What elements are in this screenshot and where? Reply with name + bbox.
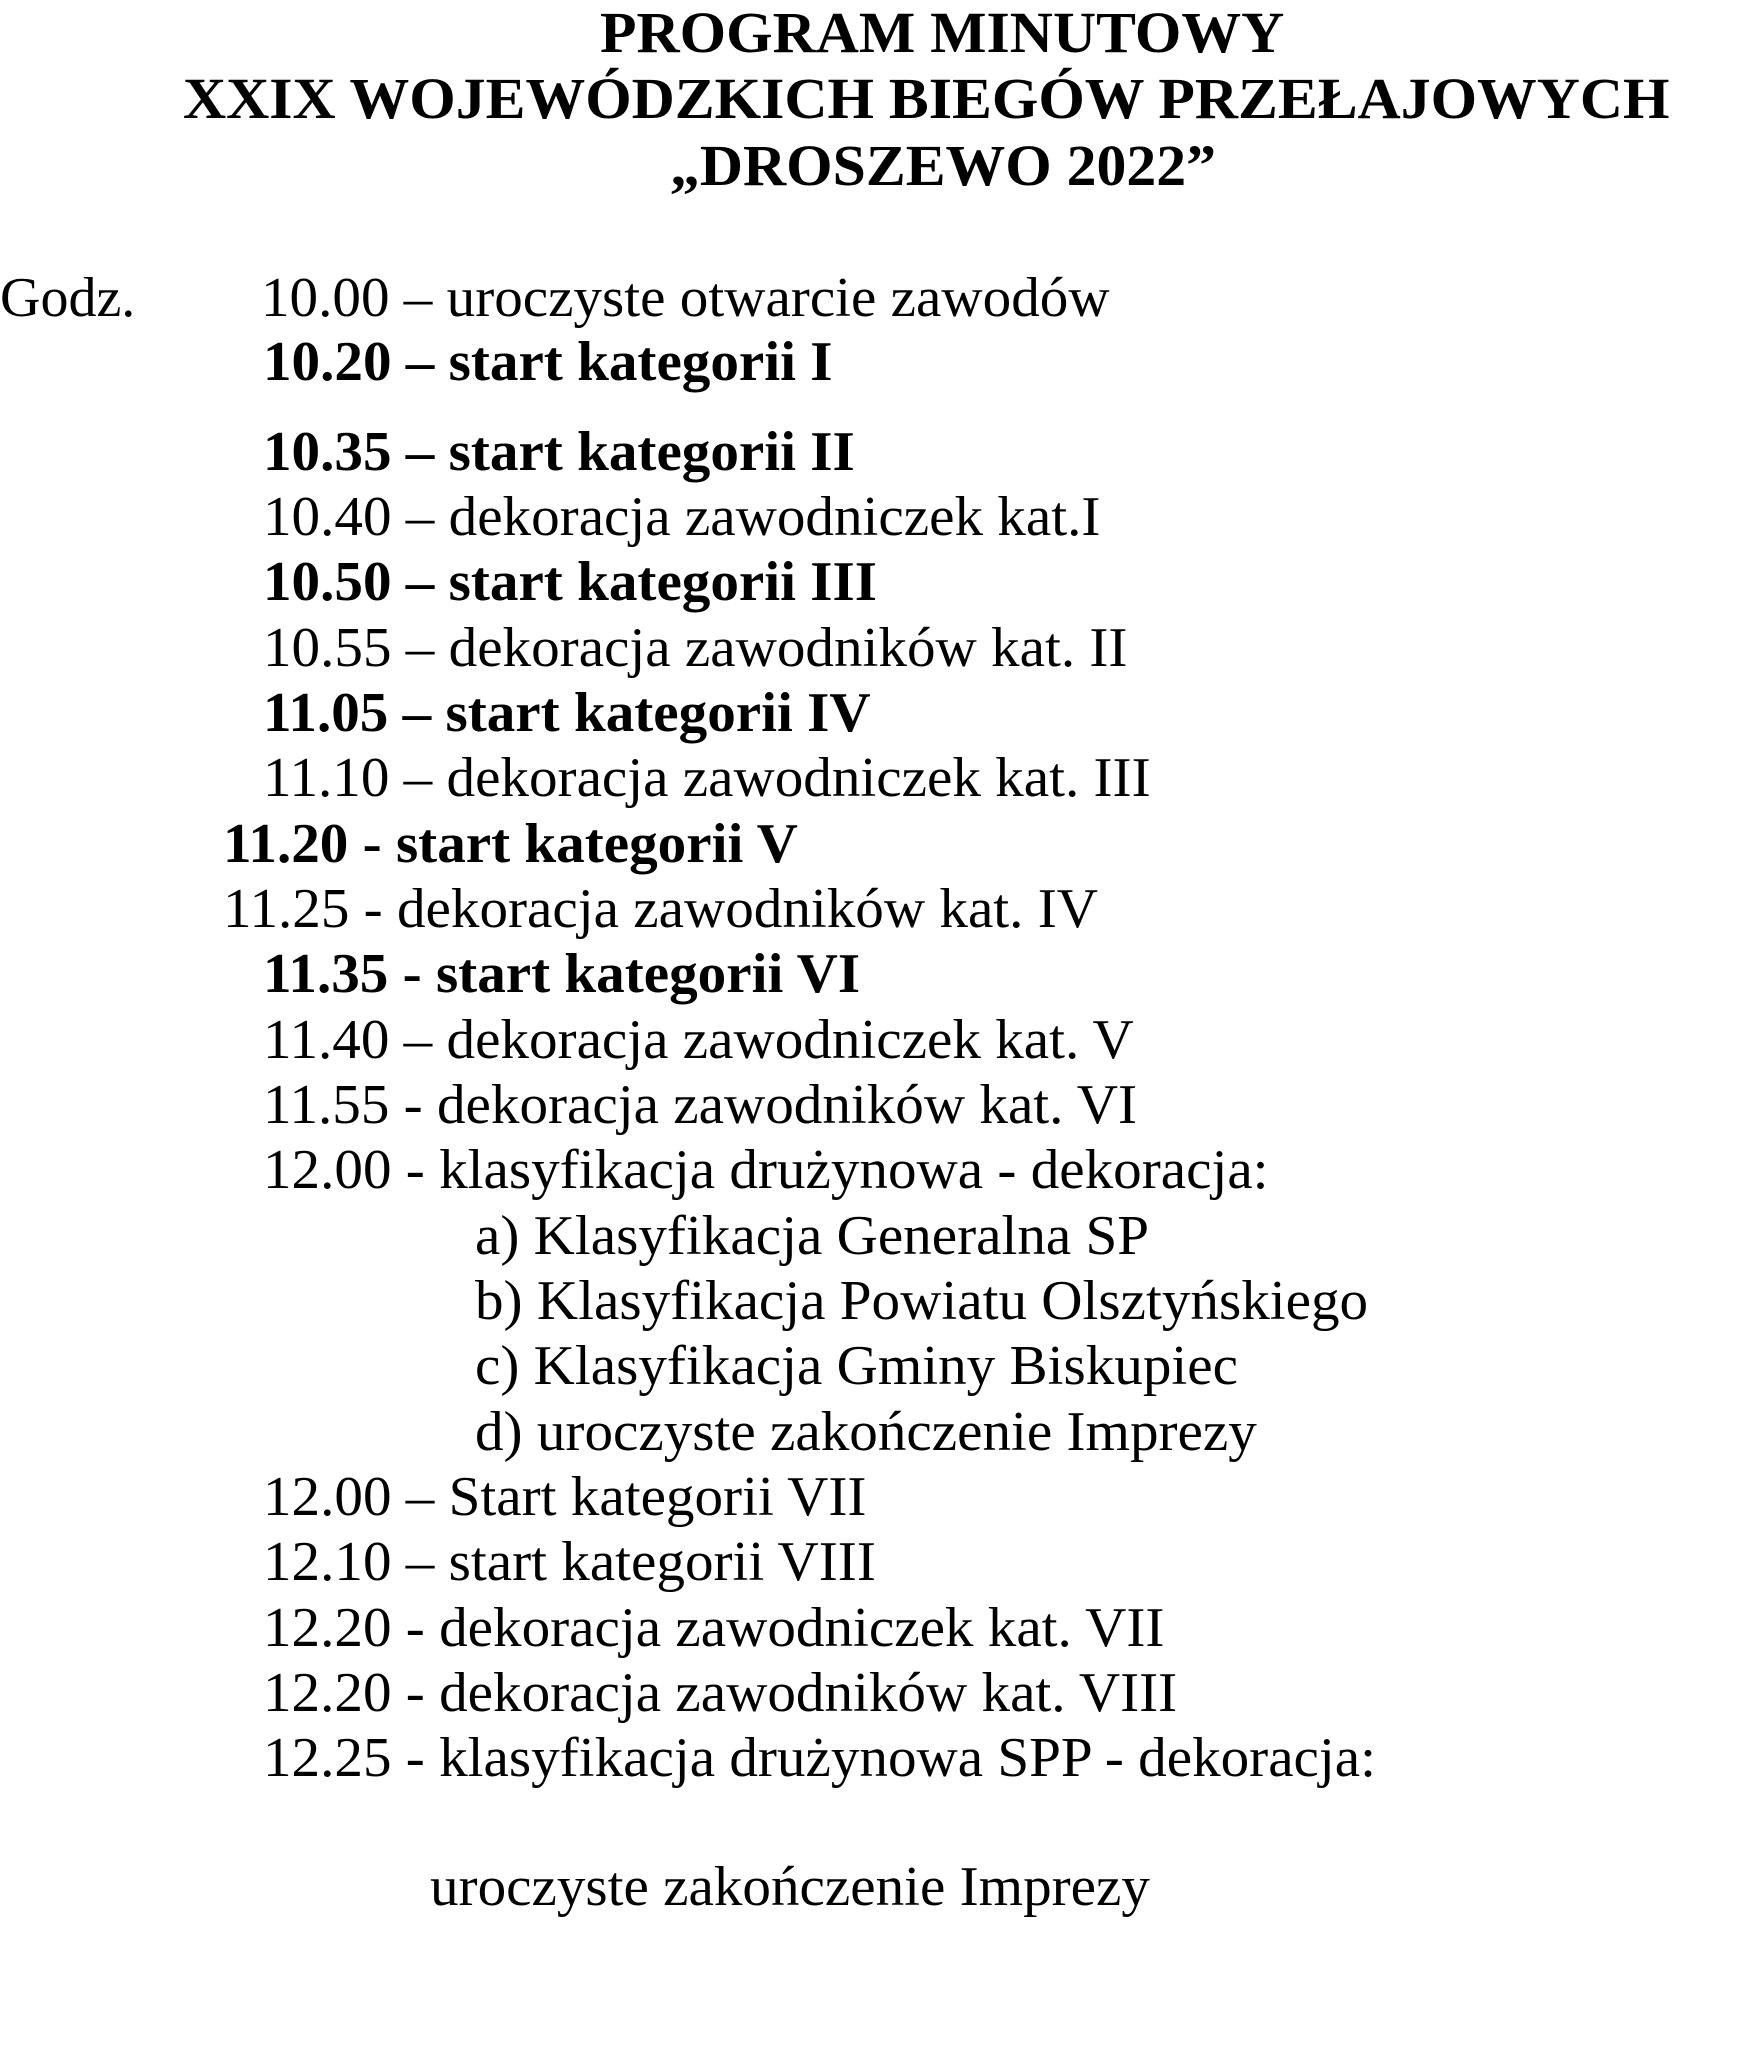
schedule-item: 10.50 – start kategorii III bbox=[263, 551, 877, 613]
schedule-item: 12.20 - dekoracja zawodników kat. VIII bbox=[263, 1662, 1178, 1724]
schedule-item: 12.20 - dekoracja zawodniczek kat. VII bbox=[263, 1597, 1165, 1659]
schedule-item: 12.00 – Start kategorii VII bbox=[263, 1466, 867, 1528]
schedule-item: 11.05 – start kategorii IV bbox=[263, 682, 871, 744]
schedule-item: 10.35 – start kategorii II bbox=[263, 421, 855, 483]
schedule-item: 10.20 – start kategorii I bbox=[263, 331, 833, 393]
schedule-item: 11.40 – dekoracja zawodniczek kat. V bbox=[263, 1009, 1134, 1071]
schedule-item: 12.00 - klasyfikacja drużynowa - dekoracja: bbox=[263, 1139, 1269, 1201]
schedule-item: 11.35 - start kategorii VI bbox=[263, 943, 861, 1005]
schedule-subitem: d) uroczyste zakończenie Imprezy bbox=[475, 1401, 1257, 1463]
schedule-item: 10.55 – dekoracja zawodników kat. II bbox=[263, 617, 1128, 679]
title-event: XXIX WOJEWÓDZKICH BIEGÓW PRZEŁAJOWYCH bbox=[183, 66, 1670, 131]
schedule-subitem: a) Klasyfikacja Generalna SP bbox=[475, 1205, 1150, 1267]
schedule-item: 12.25 - klasyfikacja drużynowa SPP - dekoracja: bbox=[263, 1727, 1377, 1789]
schedule-label: Godz. bbox=[0, 267, 136, 329]
schedule-subitem: c) Klasyfikacja Gminy Biskupiec bbox=[475, 1335, 1238, 1397]
schedule-subitem: b) Klasyfikacja Powiatu Olsztyńskiego bbox=[475, 1270, 1369, 1332]
schedule-item: 11.25 - dekoracja zawodników kat. IV bbox=[223, 878, 1099, 940]
schedule-item: 11.20 - start kategorii V bbox=[223, 813, 798, 875]
title-location: „DROSZEWO 2022” bbox=[670, 133, 1217, 198]
title-program: PROGRAM MINUTOWY bbox=[600, 0, 1285, 65]
closing-text: uroczyste zakończenie Imprezy bbox=[430, 1856, 1150, 1918]
schedule-item: 12.10 – start kategorii VIII bbox=[263, 1531, 876, 1593]
schedule-item: 11.10 – dekoracja zawodniczek kat. III bbox=[263, 747, 1151, 809]
schedule-item: 11.55 - dekoracja zawodników kat. VI bbox=[263, 1074, 1137, 1136]
schedule-item: 10.00 – uroczyste otwarcie zawodów bbox=[261, 267, 1110, 329]
schedule-item: 10.40 – dekoracja zawodniczek kat.I bbox=[263, 486, 1101, 548]
